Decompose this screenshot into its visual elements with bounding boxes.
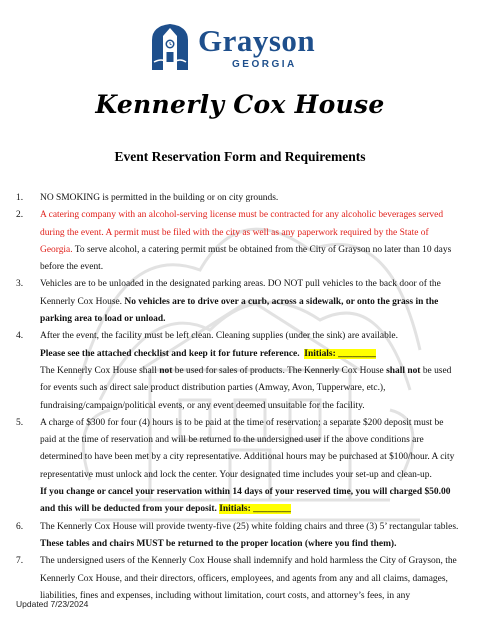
- item-bold-text: If you change or cancel your reservation within 14 days of your reserved time, you will charged $50.00 and this will be deducted from your deposit.: [40, 487, 451, 515]
- item-text: be used for sales of products. The Kennerly Cox House: [172, 365, 387, 376]
- item-text: be used for events such as direct sale product distribution parties (Amway, Avon, Tupperware, etc.), fundraising/campaign/political events, or any event deemed unsuitable for the facility.: [40, 365, 452, 411]
- logo-wordmark: Grayson: [198, 23, 316, 58]
- item-text: A charge of $300 for four (4) hours is to be paid at the time of reservation; a separate $200 deposit must be paid at the time of reservation and will be returned to the undersigned user if the above conditions are determined to have been met by a city representative. Additional hours may be purchased at $100/hour. A city representative must unlock and lock the center. Your designated time includes your set-up and clean-up.: [40, 417, 455, 480]
- item-number: 4.: [16, 331, 24, 342]
- item-text: Vehicles are to be unloaded in the designated parking areas. DO NOT pull vehicles to the back door of the Kennerly Cox House.: [40, 279, 441, 307]
- updated-date: Updated 7/23/2024: [16, 599, 89, 609]
- item-text: The Kennerly Cox House shall: [40, 365, 160, 376]
- item-number: 5.: [16, 417, 24, 428]
- item-number: 7.: [16, 556, 24, 567]
- requirement-item: [16, 553, 462, 605]
- item-text: The Kennerly Cox House will provide twenty-five (25) white folding chairs and three (3) 5’ rectangular tables.: [40, 521, 459, 532]
- venue-title: Kennerly Cox House: [95, 90, 385, 119]
- clock-tower-icon: [148, 22, 192, 72]
- item-number: 1.: [16, 193, 24, 203]
- item-alcohol-warning: A catering company with an alcohol-serving license must be contracted for any alcoholic beverages served during the event. A permit must be filed with the city as well as any paperwork required by the State of Georgia.: [40, 210, 444, 255]
- initials-field[interactable]: Initials: ________: [304, 348, 376, 359]
- item-bold-text: shall not: [386, 365, 421, 376]
- item-number: 6.: [16, 521, 24, 532]
- item-bold-text: not: [159, 365, 173, 376]
- form-title: Event Reservation Form and Requirements: [114, 149, 366, 164]
- item-bold-text: Please see the attached checklist and keep it for future reference.: [40, 348, 300, 359]
- requirement-item: [16, 207, 462, 276]
- initials-field[interactable]: Initials: ________: [219, 504, 291, 515]
- item-bold-text: No vehicles are to drive over a curb, across a sidewalk, or onto the grass in the parking area to load or unload.: [40, 296, 439, 325]
- requirement-item: [16, 415, 462, 519]
- requirements-list: [16, 190, 462, 605]
- item-number: 3.: [16, 279, 24, 290]
- logo-state: GEORGIA: [232, 59, 297, 70]
- item-text: The undersigned users of the Kennerly Cox House shall indemnify and hold harmless the City of Grayson, the Kennerly Cox House, and their directors, officers, employees, and agents from any and all claims, damages, liabilities, fines and expenses, including without limitation, court costs, and attorney’s fees, in any: [40, 556, 457, 601]
- item-text: NO SMOKING is permitted in the building or on city grounds.: [40, 193, 279, 203]
- requirement-item: [16, 190, 462, 207]
- grayson-logo: [148, 22, 338, 74]
- item-bold-text: These tables and chairs MUST be returned to the proper location (where you find them).: [40, 538, 397, 549]
- item-number: 2.: [16, 210, 24, 221]
- requirement-item: [16, 328, 462, 414]
- item-text: After the event, the facility must be left clean. Cleaning supplies (under the sink) are available.: [40, 331, 398, 342]
- item-text: To serve alcohol, a catering permit must be obtained from the City of Grayson no later than 10 days before the event.: [40, 244, 452, 273]
- requirement-item: [16, 276, 462, 328]
- requirement-item: [16, 519, 462, 554]
